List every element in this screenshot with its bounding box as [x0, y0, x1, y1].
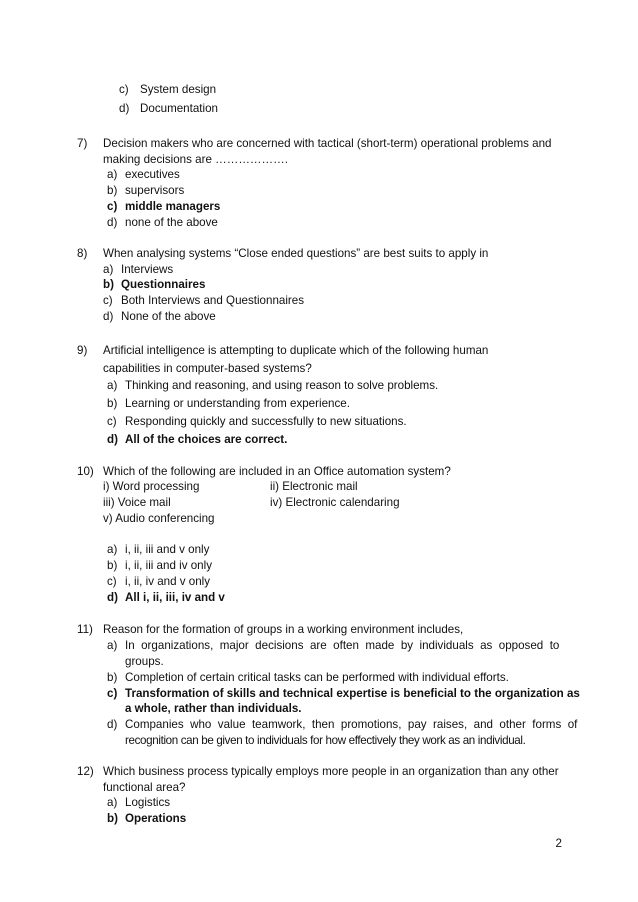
option-text: Operations [125, 812, 187, 825]
option-label: c) [107, 415, 117, 428]
list-item-word-processing: i) Word processing [103, 480, 200, 493]
option-text: supervisors [125, 184, 185, 197]
option-label: b) [103, 278, 114, 291]
option-label: a) [107, 379, 118, 392]
option-q12-b-correct [107, 811, 187, 826]
option-label: d) [103, 310, 114, 323]
option-label: c) [107, 200, 118, 213]
option-text: i, ii, iv and v only [125, 575, 211, 588]
option-q10-a [107, 542, 210, 557]
option-text: executives [125, 168, 180, 181]
question-9-text-line1: Artificial intelligence is attempting to duplicate which of the following human [103, 344, 489, 357]
option-text: Interviews [121, 263, 174, 276]
option-label: d) [107, 591, 118, 604]
question-8-number: 8) [77, 247, 88, 260]
option-text: middle managers [125, 200, 221, 213]
option-q11-a [107, 638, 560, 653]
page-number: 2 [555, 837, 562, 850]
option-q8-d [103, 309, 216, 324]
option-text: i, ii, iii and iv only [125, 559, 212, 572]
option-label: c) [119, 83, 129, 96]
option-q6-d [119, 101, 218, 116]
list-item-audio-conferencing: v) Audio conferencing [103, 512, 215, 525]
question-9-text-line2: capabilities in computer-based systems? [103, 362, 312, 375]
option-q7-b [107, 183, 185, 198]
option-text: All i, ii, iii, iv and v [125, 591, 225, 604]
option-text: Questionnaires [121, 278, 206, 291]
option-label: b) [107, 812, 118, 825]
option-label: a) [107, 639, 118, 652]
question-10-text: Which of the following are included in an Office automation system? [103, 465, 451, 478]
list-item-electronic-calendaring: iv) Electronic calendaring [270, 496, 400, 509]
list-item-electronic-mail: ii) Electronic mail [270, 480, 358, 493]
option-text: Logistics [125, 796, 171, 809]
question-12-number: 12) [77, 765, 94, 778]
option-q7-a [107, 167, 180, 182]
option-q9-a [107, 378, 439, 393]
option-label: b) [107, 184, 118, 197]
option-text: None of the above [121, 310, 216, 323]
option-text: none of the above [125, 216, 218, 229]
option-label: b) [107, 559, 118, 572]
option-q11-a-continued: groups. [125, 655, 164, 668]
option-q11-c-continued: a whole, rather than individuals. [125, 702, 302, 715]
option-q11-d-continued: recognition can be given to individuals for how effectively they work as an individual. [125, 734, 526, 747]
option-text: Responding quickly and successfully to new situations. [125, 415, 407, 428]
option-label: a) [107, 796, 118, 809]
option-q9-c [107, 414, 407, 429]
option-label: d) [107, 216, 118, 229]
option-q8-c [103, 293, 305, 308]
option-q6-c [119, 82, 217, 97]
option-label: c) [107, 575, 117, 588]
option-text: Learning or understanding from experience. [125, 397, 350, 410]
question-12-text-line1: Which business process typically employs more people in an organization than any other [103, 765, 559, 778]
option-label: d) [107, 718, 118, 731]
option-q11-b [107, 670, 509, 685]
question-7-text-line1: Decision makers who are concerned with tactical (short-term) operational problems and [103, 137, 552, 150]
option-text: i, ii, iii and v only [125, 543, 210, 556]
question-8-text: When analysing systems “Close ended questions” are best suits to apply in [103, 247, 489, 260]
question-9-number: 9) [77, 344, 88, 357]
option-label: d) [119, 102, 130, 115]
option-text: All of the choices are correct. [125, 433, 288, 446]
list-item-voice-mail: iii) Voice mail [103, 496, 171, 509]
option-label: c) [107, 687, 118, 700]
question-7-text-line2: making decisions are ………………. [103, 153, 288, 166]
option-label: c) [103, 294, 113, 307]
option-q7-d [107, 215, 218, 230]
option-text: In organizations, major decisions are often made by individuals as opposed to [125, 639, 560, 652]
option-q10-b [107, 558, 212, 573]
option-q11-d [107, 717, 578, 732]
question-12-text-line2: functional area? [103, 781, 186, 794]
option-label: a) [107, 168, 118, 181]
option-label: d) [107, 433, 118, 446]
option-text: System design [140, 83, 217, 96]
option-q11-c-correct [107, 686, 580, 701]
option-q9-d-correct [107, 432, 288, 447]
option-text: Thinking and reasoning, and using reason to solve problems. [125, 379, 439, 392]
option-text: Companies who value teamwork, then promotions, pay raises, and other forms of [125, 718, 578, 731]
question-7-number: 7) [77, 137, 88, 150]
option-q9-b [107, 396, 350, 411]
question-10-number: 10) [77, 465, 94, 478]
question-11-text: Reason for the formation of groups in a working environment includes, [103, 623, 464, 636]
option-q10-d-correct [107, 590, 225, 605]
option-label: b) [107, 671, 118, 684]
option-text: Transformation of skills and technical expertise is beneficial to the organization as [125, 687, 580, 700]
option-q7-c-correct [107, 199, 221, 214]
option-q8-b-correct [103, 277, 206, 292]
option-text: Documentation [140, 102, 218, 115]
option-label: a) [103, 263, 114, 276]
option-text: Both Interviews and Questionnaires [121, 294, 305, 307]
option-q12-a [107, 795, 171, 810]
option-label: a) [107, 543, 118, 556]
option-label: b) [107, 397, 118, 410]
option-q10-c [107, 574, 211, 589]
option-q8-a [103, 262, 174, 277]
question-11-number: 11) [77, 623, 93, 636]
option-text: Completion of certain critical tasks can be performed with individual efforts. [125, 671, 509, 684]
